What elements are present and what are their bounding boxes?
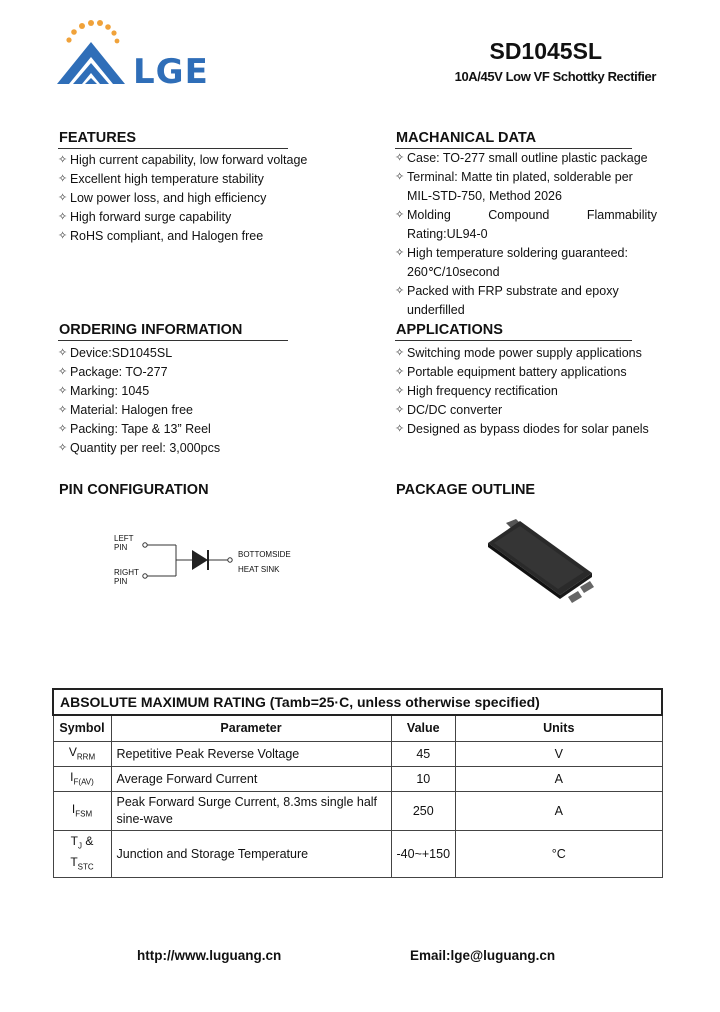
parameter-cell: Peak Forward Surge Current, 8.3ms single half sine-wave [111,791,391,830]
list-item: ✧ Quantity per reel: 3,000pcs [58,439,358,458]
footer-email-link[interactable]: Email:lge@luguang.cn [410,948,556,963]
value-cell: -40~+150 [391,830,456,878]
list-item: ✧ DC/DC converter [395,401,665,420]
parameter-cell: Junction and Storage Temperature [111,830,391,878]
list-item: ✧ Terminal: Matte tin plated, solderable per [395,168,657,187]
bullet-icon: ✧ [395,285,405,297]
bullet-icon: ✧ [395,366,405,378]
list-item: ✧ Marking: 1045 [58,382,358,401]
features-divider [58,148,288,149]
bullet-icon: ✧ [395,423,405,435]
right-pin-label: RIGHT PIN [114,568,139,586]
ordering-list [58,344,358,458]
value-cell: 250 [391,791,456,830]
bullet-icon: ✧ [58,230,68,242]
bullet-icon: ✧ [395,152,405,164]
pin-config-title: PIN CONFIGURATION [59,482,209,498]
package-lead [568,591,582,603]
column-header: Units [456,715,662,741]
bullet-icon: ✧ [395,404,405,416]
mechanical-list [395,149,657,320]
bullet-icon: ✧ [58,347,68,359]
bullet-icon: ✧ [395,385,405,397]
ordering-title: ORDERING INFORMATION [59,322,243,338]
bullet-icon: ✧ [58,366,68,378]
list-item-continued: 260℃/10second [407,265,500,279]
symbol-cell: $V_{RRM}$ [53,741,111,766]
list-item: ✧ High frequency rectification [395,382,665,401]
footer-website-link[interactable]: http://www.luguang.cn [137,948,282,963]
absolute-maximum-rating-table [52,688,663,878]
list-item: ✧ High temperature soldering guaranteed: [395,244,657,263]
list-item: ✧ Designed as bypass diodes for solar panels [395,420,665,439]
applications-divider [395,340,632,341]
mechanical-title: MACHANICAL DATA [396,130,537,146]
list-item: ✧ Excellent high temperature stability [58,170,358,189]
symbol-cell: $I_{F(AV)}$ [53,766,111,791]
unit-cell: A [456,766,662,791]
list-item: ✧ Device:SD1045SL [58,344,358,363]
bullet-icon: ✧ [58,173,68,185]
unit-cell: °C [456,830,662,878]
left-pin-terminal [143,543,147,547]
list-item: ✧ Package: TO-277 [58,363,358,382]
value-cell: 45 [391,741,456,766]
list-item-continued: MIL-STD-750, Method 2026 [407,189,562,203]
package-outline-title: PACKAGE OUTLINE [396,482,536,498]
table-row [53,741,662,766]
list-item: ✧ Portable equipment battery applications [395,363,665,382]
unit-cell: A [456,791,662,830]
symbol-cell: $I_{FSM}$ [53,791,111,830]
applications-title: APPLICATIONS [396,322,503,338]
list-item: ✧ Case: TO-277 small outline plastic package [395,149,657,168]
list-item-continued: Rating:UL94-0 [407,227,488,241]
pin-configuration-diagram [110,528,320,588]
list-item-continued: underfilled [407,303,465,317]
features-list [58,151,358,246]
right-pin-terminal [143,574,147,578]
bullet-icon: ✧ [58,211,68,223]
column-header: Parameter [111,715,391,741]
diode-symbol-icon [192,550,208,570]
package-illustration [480,515,600,610]
symbol-cell: $T_J$ & $T_{STC}$ [53,830,111,878]
logo-sun-dots [66,20,119,43]
list-item: ✧ Molding Compound Flammability [395,206,657,225]
bullet-icon: ✧ [395,171,405,183]
features-title: FEATURES [59,130,137,146]
bullet-icon: ✧ [58,442,68,454]
table-title: ABSOLUTE MAXIMUM RATING (Tamb=25·C, unless otherwise specified) [53,689,662,715]
parameter-cell: Average Forward Current [111,766,391,791]
list-item: ✧ Packing: Tape & 13” Reel [58,420,358,439]
unit-cell: V [456,741,662,766]
ordering-divider [58,340,288,341]
part-description: 10A/45V Low VF Schottky Rectifier [454,69,656,84]
list-item: ✧ High current capability, low forward voltage [58,151,358,170]
bullet-icon: ✧ [395,247,405,259]
table-header-row [53,715,662,741]
left-pin-label: LEFT PIN [114,534,134,552]
table-row [53,830,662,878]
table-row [53,791,662,830]
column-header: Symbol [53,715,111,741]
logo-mountain-mark [57,42,125,84]
list-item: ✧ Packed with FRP substrate and epoxy [395,282,657,301]
list-item: ✧ Low power loss, and high efficiency [58,189,358,208]
bullet-icon: ✧ [395,347,405,359]
table-row [53,766,662,791]
applications-list [395,344,665,439]
list-item: ✧ High forward surge capability [58,208,358,227]
parameter-cell: Repetitive Peak Reverse Voltage [111,741,391,766]
list-item: ✧ Material: Halogen free [58,401,358,420]
part-number: SD1045SL [489,38,602,64]
heat-sink-label: BOTTOMSIDE HEAT SINK [238,550,291,574]
value-cell: 10 [391,766,456,791]
column-header: Value [391,715,456,741]
logo-wordmark: LGE [133,52,209,92]
heat-sink-terminal [228,558,232,562]
list-item: ✧ Switching mode power supply applications [395,344,665,363]
bullet-icon: ✧ [58,385,68,397]
bullet-icon: ✧ [58,423,68,435]
list-item: ✧ RoHS compliant, and Halogen free [58,227,358,246]
bullet-icon: ✧ [58,154,68,166]
bullet-icon: ✧ [58,404,68,416]
bullet-icon: ✧ [395,209,405,221]
bullet-icon: ✧ [58,192,68,204]
